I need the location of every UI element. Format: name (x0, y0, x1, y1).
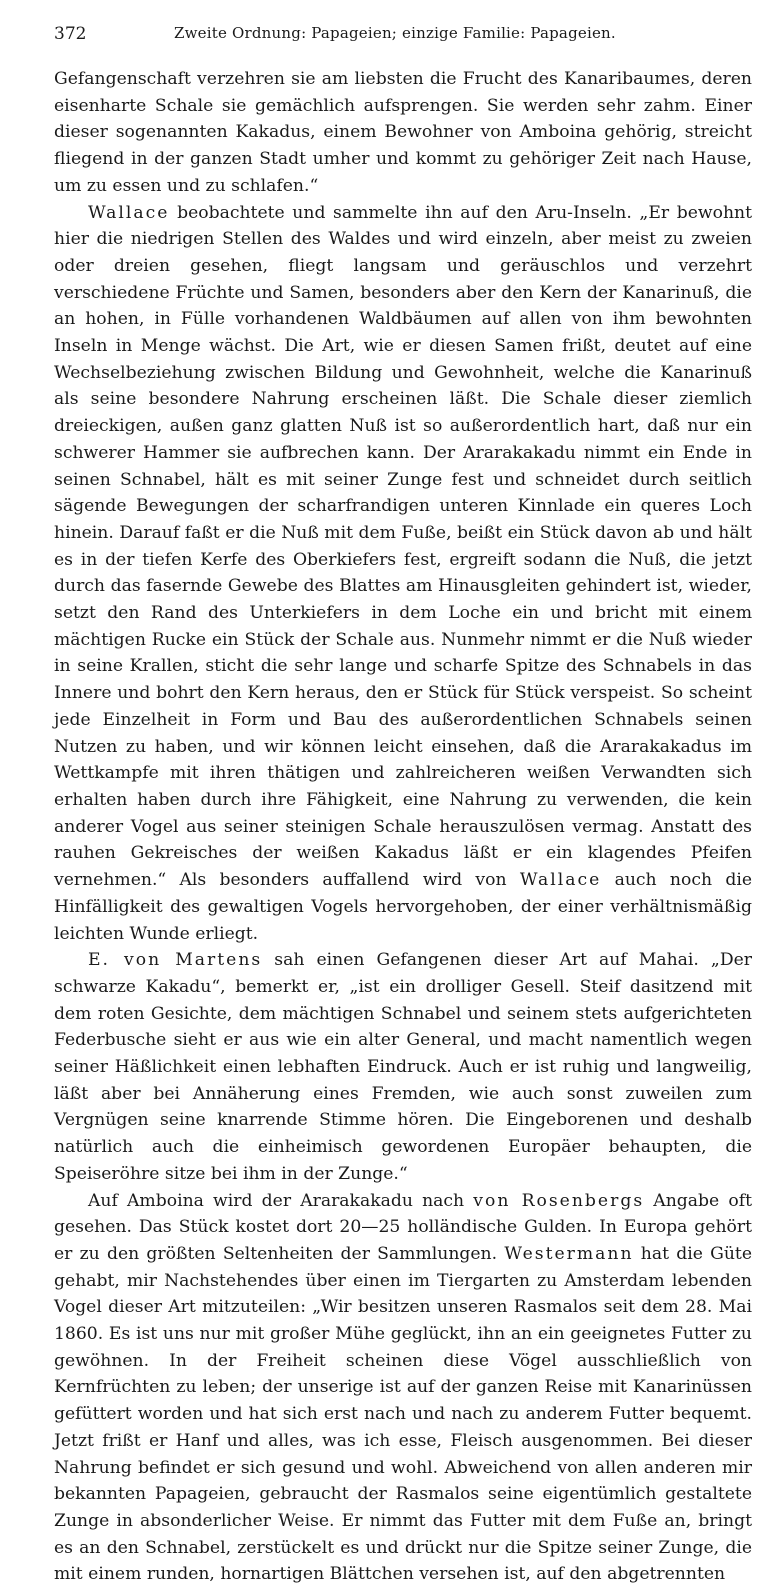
text-run: auch noch die Hinfälligkeit des gewaltigen Vogels hervorgehoben, der einer verhältnismäßig leichten Wunde erliegt. (54, 870, 752, 944)
text-run: Gefangenschaft verzehren sie am liebsten die Frucht des Kanaribaumes, deren eisenharte Schale sie gemächlich aufsprengen. Sie werden sehr zahm. Einer dieser sogenannten Kakadus, einem Bewohner von Amboina gehörig, streicht fliegend in der ganzen Stadt umher und kommt zu gehöriger Zeit nach Hause, um zu essen und zu schlafen.“ (54, 69, 752, 196)
text-run: sah einen Gefangenen dieser Art auf Mahai. „Der schwarze Kakadu“, bemerkt er, „ist ein drolliger Gesell. Steif dasitzend mit dem roten Gesichte, dem mächtigen Schnabel und seinem stets aufgerichteten Federbusche sieht er aus wie ein alter General, und macht namentlich wegen seiner Häßlichkeit einen lebhaften Eindruck. Auch er ist ruhig und langweilig, läßt aber bei Annäherung eines Fremden, wie auch sonst zuweilen zum Vergnügen seine knarrende Stimme hören. Die Eingeborenen und deshalb natürlich auch die einheimisch gewordenen Europäer behaupten, die Speiseröhre sitze bei ihm in der Zunge.“ (54, 950, 752, 1184)
text-run: Angabe oft gesehen. Das Stück kostet dort 20—25 holländische Gulden. In Europa gehört er zu den größten Seltenheiten der Sammlungen. (54, 1190, 752, 1264)
text-run: beobachtete und sammelte ihn auf den Aru-Inseln. „Er bewohnt hier die niedrigen Stellen des Waldes und wird einzeln, aber meist zu zweien oder dreien gesehen, fliegt langsam und geräuschlos und verzehrt verschiedene Früchte und Samen, besonders aber den Kern der Kanarinuß, die an hohen, in Fülle vorhandenen Waldbäumen auf allen von ihm bewohnten Inseln in Menge wächst. Die Art, wie er diesen Samen frißt, deutet auf eine Wechselbeziehung zwischen Bildung und Gewohnheit, welche die Kanarinuß als seine besondere Nahrung erscheinen läßt. Die Schale dieser ziemlich dreieckigen, außen ganz glatten Nuß ist so außerordentlich hart, daß nur ein schwerer Hammer sie aufbrechen kann. Der Ararakakadu nimmt ein Ende in seinen Schnabel, hält es mit seiner Zunge fest und schneidet durch seitlich sägende Bewegungen der scharfrandigen unteren Kinnlade ein queres Loch hinein. Darauf faßt er die Nuß mit dem Fuße, beißt ein Stück davon ab und hält es in der tiefen Kerfe des Oberkiefers fest, ergreift sodann die Nuß, die jetzt durch das fasernde Gewebe des Blattes am Hinausgleiten gehindert ist, wieder, setzt den Rand des Unterkiefers in dem Loche ein und bricht mit einem mächtigen Rucke ein Stück der Schale aus. Nunmehr nimmt er die Nuß wieder in seine Krallen, sticht die sehr lange und scharfe Spitze des Schnabels in das Innere und bohrt den Kern heraus, den er Stück für Stück verspeist. So scheint jede Einzelheit in Form und Bau des außerordentlichen Schnabels seinen Nutzen zu haben, und wir können leicht einsehen, daß die Ararakakadus im Wettkampfe mit ihren thätigen und zahlreicheren weißen Verwandten sich erhalten haben durch ihre Fähigkeit, eine Nahrung zu verwenden, die kein anderer Vogel aus seiner steinigen Schale herauszulösen vermag. Anstatt des rauhen Gekreisches der weißen Kakadus läßt er ein klagendes Pfeifen vernehmen.“ Als besonders auffallend wird von (54, 202, 752, 891)
person-name: E. von Martens (88, 950, 263, 971)
paragraph (54, 66, 752, 200)
paragraph (54, 1188, 752, 1588)
text-run: Auf Amboina wird der Ararakakadu nach (88, 1190, 474, 1211)
running-title: Zweite Ordnung: Papageien; einzige Familie: Papageien. (174, 24, 616, 42)
text-run: hat die Güte gehabt, mir Nachstehendes über einen im Tiergarten zu Amsterdam lebenden Vogel dieser Art mitzuteilen: „Wir besitzen unseren Rasmalos seit dem 28. Mai 1860. Es ist uns nur mit großer Mühe geglückt, ihn an ein geeignetes Futter zu gewöhnen. In der Freiheit scheinen diese Vögel ausschließlich von Kernfrüchten zu leben; der unserige ist auf der ganzen Reise mit Kanarinüssen gefüttert worden und hat sich erst nach und nach zu anderem Futter bequemt. Jetzt frißt er Hanf und alles, was ich esse, Fleisch ausgenommen. Bei dieser Nahrung befindet er sich gesund und wohl. Abweichend von allen anderen mir bekannten Papageien, gebraucht der Rasmalos seine eigentümlich gestaltete Zunge in absonderlicher Weise. Er nimmt das Futter mit dem Fuße an, bringt es an den Schnabel, zerstückelt es und drückt nur die Spitze seiner Zunge, die mit einem runden, hornartigen Blättchen versehen ist, auf den abgetrennten (54, 1243, 752, 1585)
paragraph (54, 200, 752, 948)
person-name: Wallace (519, 870, 602, 891)
paragraph (54, 947, 752, 1187)
page-number: 372 (54, 24, 87, 44)
person-name: Wallace (88, 202, 170, 223)
person-name: von Rosenbergs (473, 1190, 645, 1211)
body-text (54, 66, 752, 1588)
page-header (54, 22, 752, 46)
person-name: Westermann (504, 1243, 634, 1264)
